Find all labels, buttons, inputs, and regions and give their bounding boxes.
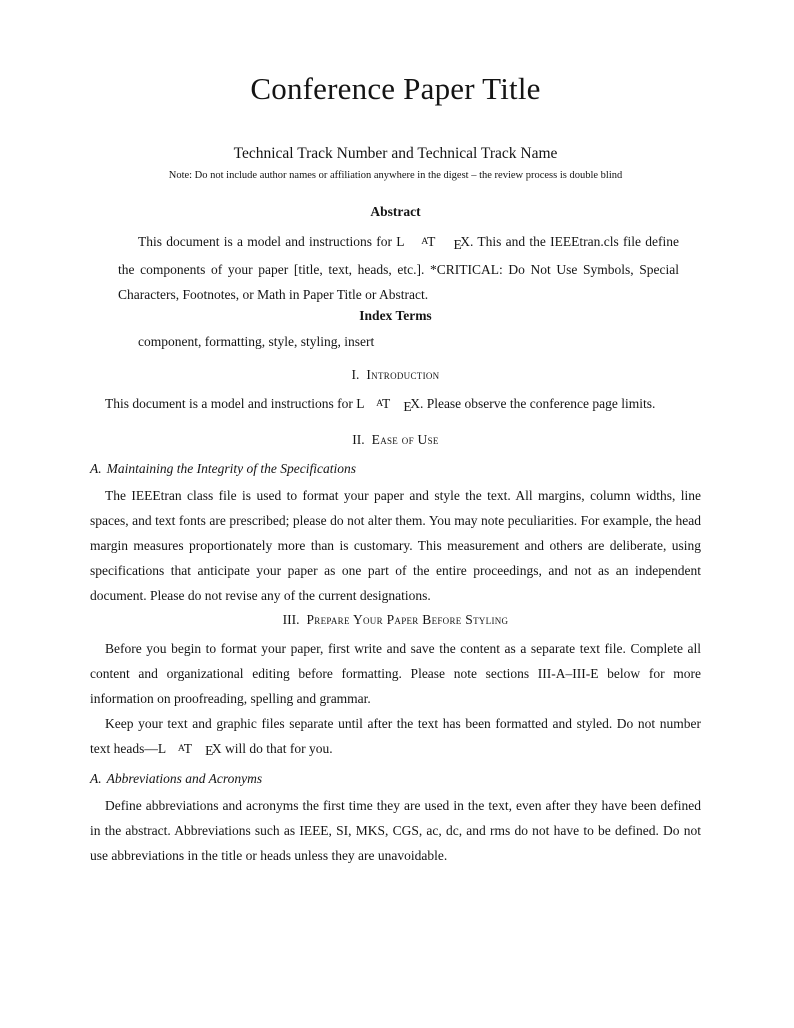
- subsection-label: A.: [90, 460, 102, 476]
- latex-letter: L: [157, 740, 167, 756]
- abstract-text-post: . This and the IEEEtran.cls file define the components of your paper [title, text, heads, etc.]. *CRITICAL: Do Not Use Symbols, Special Characters, Footnotes, or Math in Paper Title or Abstract.: [118, 234, 679, 302]
- latex-letter: X: [211, 740, 222, 756]
- section-number: III.: [282, 611, 300, 627]
- latex-letter: L: [396, 234, 405, 250]
- abstract-heading: Abstract: [370, 204, 421, 219]
- introduction-text-pre: This document is a model and instructions for: [105, 395, 357, 411]
- latex-letter: T: [183, 740, 192, 756]
- latex-letter: E: [453, 236, 462, 252]
- latex-letter: A: [421, 236, 429, 247]
- index-terms-list: component, formatting, style, styling, insert: [138, 333, 375, 349]
- latex-logo: [396, 234, 470, 252]
- latex-letter: X: [460, 234, 470, 250]
- latex-letter: E: [403, 398, 412, 414]
- latex-letter: E: [205, 743, 214, 759]
- index-terms-heading: Index Terms: [359, 307, 432, 323]
- subsection-title: Maintaining the Integrity of the Specifications: [106, 460, 356, 476]
- latex-logo: [356, 395, 420, 414]
- section-title: Introduction: [366, 366, 440, 382]
- section-heading-ease-of-use: [90, 431, 701, 448]
- latex-letter: A: [376, 397, 384, 409]
- subsection-label: A.: [90, 771, 102, 787]
- section-title: Ease of Use: [371, 431, 439, 447]
- abbreviations-paragraph: Define abbreviations and acronyms the first time they are used in the text, even after they have been defined in the abstract. Abbreviations such as IEEE, SI, MKS, CGS, ac, dc, and rms do not have to be defined. Do not use abbreviations in the title or heads unless they are unavoidable.: [90, 798, 701, 864]
- subsection-heading-integrity: [90, 460, 701, 477]
- prepare-paragraph-2: [90, 711, 701, 764]
- latex-letter: X: [410, 395, 420, 411]
- prepare-paragraph-1: Before you begin to format your paper, first write and save the content as a separate text file. Complete all content and organizational editing before formatting. Please note sections III-A–III-E below for more information on proofreading, spelling and grammar.: [90, 640, 701, 706]
- latex-logo: [157, 740, 222, 759]
- latex-letter: A: [177, 742, 185, 754]
- section-heading-introduction: [90, 366, 701, 383]
- latex-letter: T: [382, 395, 391, 411]
- abstract-paragraph: [118, 229, 679, 307]
- introduction-text-post: . Please observe the conference page limits.: [419, 395, 656, 411]
- latex-letter: L: [356, 395, 365, 411]
- introduction-paragraph: [90, 391, 701, 419]
- latex-letter: T: [427, 234, 436, 250]
- section-title: Prepare Your Paper Before Styling: [306, 611, 509, 627]
- track-subtitle: Technical Track Number and Technical Track Name: [233, 145, 558, 162]
- prepare-text-post: will do that for you.: [221, 740, 333, 756]
- abstract-text-pre: This document is a model and instructions for: [138, 234, 397, 250]
- subsection-title: Abbreviations and Acronyms: [106, 771, 263, 787]
- prepare-text-pre: Keep your text and graphic files separate until after the text has been formatted and styled. Do not number text heads—: [90, 715, 701, 756]
- ease-of-use-paragraph: The IEEEtran class file is used to format your paper and style the text. All margins, column widths, line spaces, and text fonts are prescribed; please do not alter them. You may note peculiarities. For example, the head margin measures proportionately more than is customary. This measurement and others are deliberate, using specifications that anticipate your paper as one part of the entire proceedings, and not as an independent document. Please do not revise any of the current designations.: [90, 487, 701, 603]
- page-title: Conference Paper Title: [250, 71, 541, 106]
- subsection-heading-abbreviations: [90, 770, 701, 787]
- blind-review-note: Note: Do not include author names or affiliation anywhere in the digest – the review process is double blind: [168, 170, 623, 181]
- section-number: II.: [352, 431, 365, 447]
- section-heading-prepare: [90, 611, 701, 628]
- section-number: I.: [351, 366, 360, 382]
